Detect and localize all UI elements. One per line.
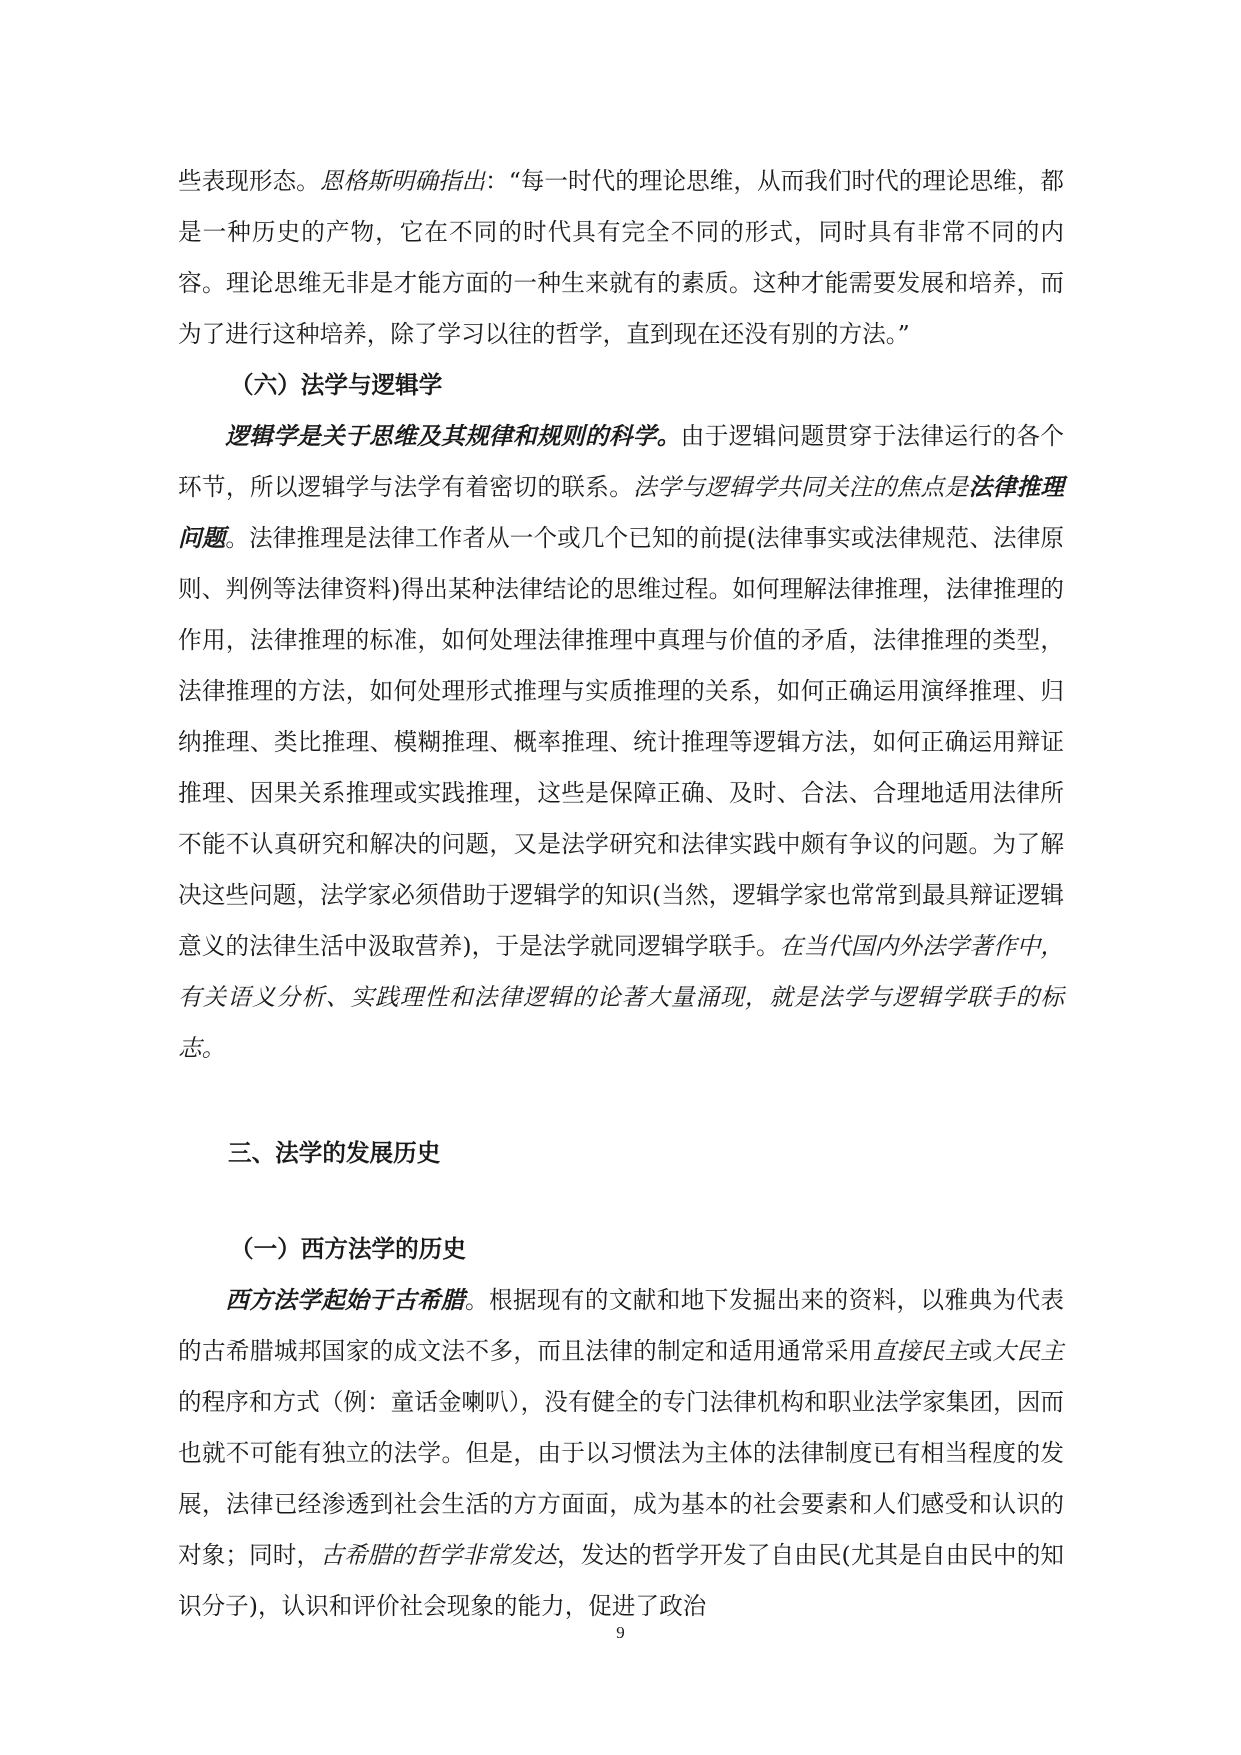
text-run: ，发达的哲学开发了自由民(尤其是自由民中的知识分子)，认识和评价社会现象的能力，促进了政治 [178,1541,1065,1620]
italic-text-run: 法学与逻辑学共同关注的焦点是 [633,473,969,501]
paragraph-western-law-history [178,1275,1064,1632]
italic-text-run: 恩格斯明确指出 [319,167,486,195]
text-run: ：“每一时代的理论思维，从而我们时代的理论思维，都是一种历史的产物，它在不同的时代具有完全不同的形式，同时具有非常不同的内容。理论思维无非是才能方面的一种生来就有的素质。这种才能需要发展和培养，而为了进行这种培养，除了学习以往的哲学，直到现在还没有别的方法。” [178,167,1065,348]
text-run: 或 [968,1337,993,1365]
bold-italic-text-run: 西方法学起始于古希腊 [225,1286,465,1314]
text-run: 些表现形态。 [178,167,320,195]
document-body [178,156,1064,1632]
italic-text-run: 直接民主 [872,1337,969,1365]
italic-text-run: 古希腊的哲学非常发达 [320,1541,558,1569]
paragraph-engels-quote [178,156,1064,360]
italic-text-run: 大民主 [992,1337,1065,1365]
text-run: 由于逻辑问题贯穿于法律运行的各个环节，所以逻辑学与法学有着密切的联系。 [178,422,1064,501]
text-run: 。根据现有的文献和地下发掘出来的资料，以雅典为代表的古希腊城邦国家的成文法不多，而且法律的制定和适用通常采用 [178,1286,1065,1365]
italic-text-run: 在当代国内外法学著作中，有关语义分析、实践理性和法律逻辑的论著大量涌现，就是法学与逻辑学联手的标志。 [178,932,1065,1062]
bold-italic-text-run: 法律推理问题 [178,473,1065,552]
section-heading-law-and-logic: （六）法学与逻辑学 [230,371,443,399]
page-number: 9 [616,1623,625,1642]
text-run: 。法律推理是法律工作者从一个或几个已知的前提(法律事实或法律规范、法律原则、判例等法律资料)得出某种法律结论的思维过程。如何理解法律推理，法律推理的作用，法律推理的标准，如何处理法律推理中真理与价值的矛盾，法律推理的类型，法律推理的方法，如何处理形式推理与实质推理的关系，如何正确运用演绎推理、归纳推理、类比推理、模糊推理、概率推理、统计推理等逻辑方法，如何正确运用辩证推理、因果关系推理或实践推理，这些是保障正确、及时、合法、合理地适用法律所不能不认真研究和解决的问题，又是法学研究和法律实践中颇有争议的问题。为了解决这些问题，法学家必须借助于逻辑学的知识(当然，逻辑学家也常常到最具辩证逻辑意义的法律生活中汲取营养)，于是法学就同逻辑学联手。 [178,524,1065,960]
bold-italic-text-run: 逻辑学是关于思维及其规律和规则的科学。 [225,422,681,450]
text-run: 的程序和方式（例：童话金喇叭），没有健全的专门法律机构和职业法学家集团，因而也就不可能有独立的法学。但是，由于以习惯法为主体的法律制度已有相当程度的发展，法律已经渗透到社会生活的方方面面，成为基本的社会要素和人们感受和认识的对象；同时， [178,1388,1064,1569]
chapter-heading-history-of-law: 三、法学的发展历史 [228,1139,441,1167]
paragraph-law-and-logic [178,411,1064,1074]
section-heading-western-law-history: （一）西方法学的历史 [230,1235,466,1263]
